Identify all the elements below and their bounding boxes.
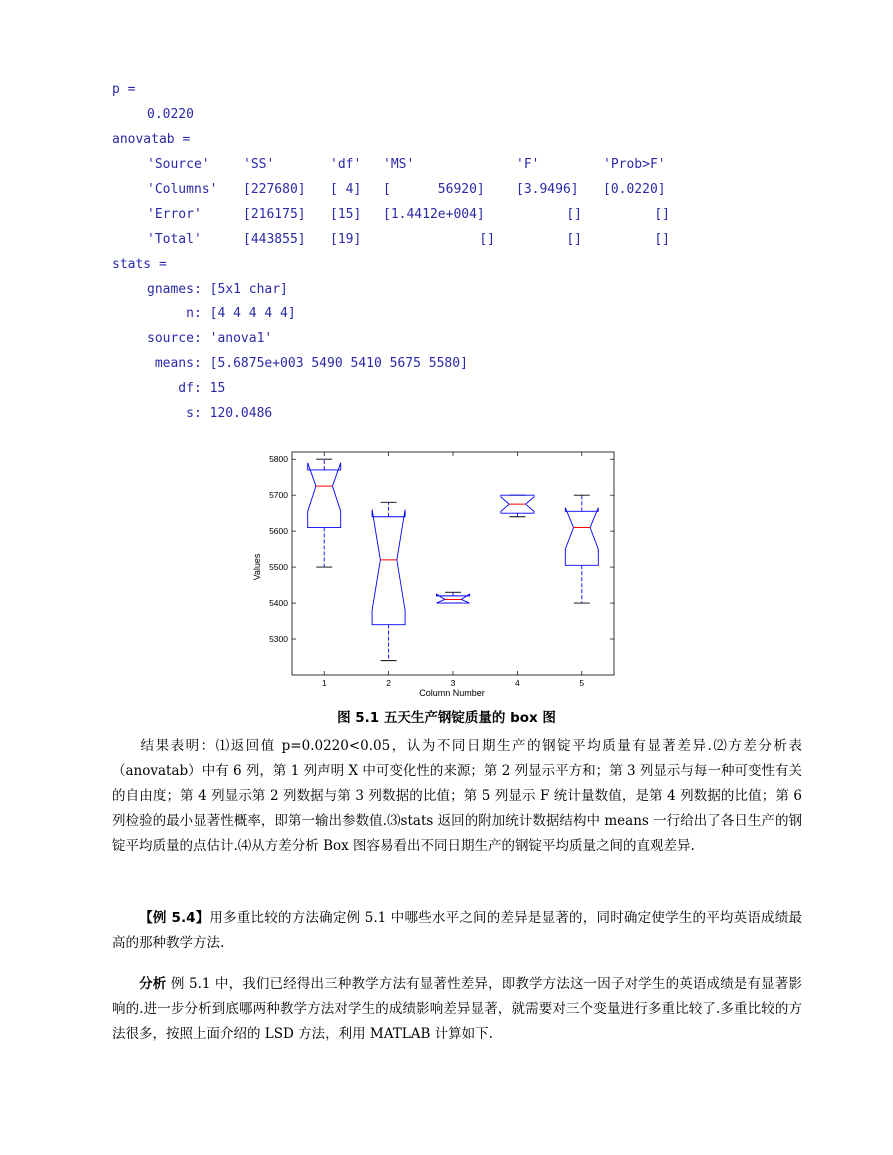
anova-cell: [19]: [330, 232, 362, 247]
example-heading: 【例 5.4】: [139, 910, 210, 926]
anova-cell: 'Source': [147, 157, 210, 172]
anova-cell: 'F': [516, 157, 540, 172]
result-text: 结果表明：⑴返回值 p=0.0220<0.05，认为不同日期生产的钢锭平均质量有显著差异.⑵方差分析表（anovatab）中有 6 列，第 1 列声明 X 中可变化性的来源；第 2 列显示平方和；第 3 列显示与每一种可变性有关的自由度；第 4 列显示第 2 列数据与第 3 列数据的比值；第 5 列显示 F 统计量数值，是第 4 列数据的比值；第 6 列检验的最小显著性概率，即第一输出参数值.⑶stats 返回的附加统计数据结构中 means 一行给出了各日生产的钢锭平均质量的点估计.⑷从方差分析 Box 图容易看出不同日期生产的钢锭平均质量之间的直观差异.: [112, 738, 802, 854]
anova-cell: []: [566, 207, 582, 222]
x-axis-label: Column Number: [419, 688, 485, 698]
y-tick-label: 5500: [269, 562, 288, 573]
anova-cell: []: [654, 207, 670, 222]
y-axis-label: Values: [252, 553, 262, 581]
y-tick-label: 5700: [269, 490, 288, 501]
analysis-heading: 分析: [139, 976, 167, 992]
anova-cell: 'Error': [147, 207, 202, 222]
result-paragraph: [112, 734, 802, 859]
y-tick-label: 5800: [269, 454, 288, 465]
stats-line: means: [5.6875e+003 5490 5410 5675 5580]: [147, 356, 468, 371]
p-value: 0.0220: [147, 107, 194, 122]
stats-label: stats =: [112, 257, 167, 272]
stats-line: source: 'anova1': [147, 331, 273, 346]
anovatab-label: anovatab =: [112, 132, 191, 147]
y-tick-label: 5400: [269, 598, 288, 609]
analysis-paragraph: [112, 972, 802, 1047]
y-tick-label: 5600: [269, 526, 288, 537]
stats-line: s: 120.0486: [147, 406, 273, 421]
stats-line: df: 15: [147, 381, 226, 396]
anova-cell: 'Prob>F': [603, 157, 666, 172]
x-tick-label: 3: [450, 678, 456, 688]
anova-cell: [ 4]: [330, 182, 362, 197]
anova-cell: [227680]: [243, 182, 306, 197]
y-tick-label: 5300: [269, 634, 288, 645]
p-label: p =: [112, 82, 136, 97]
x-tick-label: 2: [386, 678, 391, 688]
anova-cell: [443855]: [243, 232, 306, 247]
analysis-text: 例 5.1 中，我们已经得出三种教学方法有显著性差异，即教学方法这一因子对学生的英语成绩是有显著影响的.进一步分析到底哪两种教学方法对学生的成绩影响差异显著，就需要对三个变量进行多重比较了.多重比较的方法很多，按照上面介绍的 LSD 方法，利用 MATLAB 计算如下.: [112, 976, 802, 1042]
x-tick-label: 5: [579, 678, 585, 688]
stats-line: n: [4 4 4 4 4]: [147, 306, 296, 321]
anova-cell: 'Columns': [147, 182, 218, 197]
box-plot: [248, 445, 628, 703]
anova-cell: [15]: [330, 207, 362, 222]
anova-cell: [216175]: [243, 207, 306, 222]
figure-caption: 图 5.1 五天生产钢锭质量的 box 图: [337, 710, 556, 726]
anova-cell: []: [654, 232, 670, 247]
anova-cell: [3.9496]: [516, 182, 579, 197]
anova-cell: 'Total': [147, 232, 202, 247]
anova-cell: 'MS': [383, 157, 415, 172]
anova-cell: [ 56920]: [383, 182, 485, 197]
example-paragraph: [112, 906, 802, 956]
anova-cell: 'df': [330, 157, 362, 172]
x-tick-label: 4: [515, 678, 520, 688]
anova-cell: []: [479, 232, 495, 247]
anova-cell: [0.0220]: [603, 182, 666, 197]
x-tick-label: 1: [321, 678, 327, 688]
example-text: 用多重比较的方法确定例 5.1 中哪些水平之间的差异是显著的，同时确定使学生的平均英语成绩最高的那种教学方法.: [112, 910, 802, 951]
anova-cell: 'SS': [243, 157, 275, 172]
anova-cell: [1.4412e+004]: [383, 207, 485, 222]
anova-cell: []: [566, 232, 582, 247]
stats-line: gnames: [5x1 char]: [147, 282, 288, 297]
